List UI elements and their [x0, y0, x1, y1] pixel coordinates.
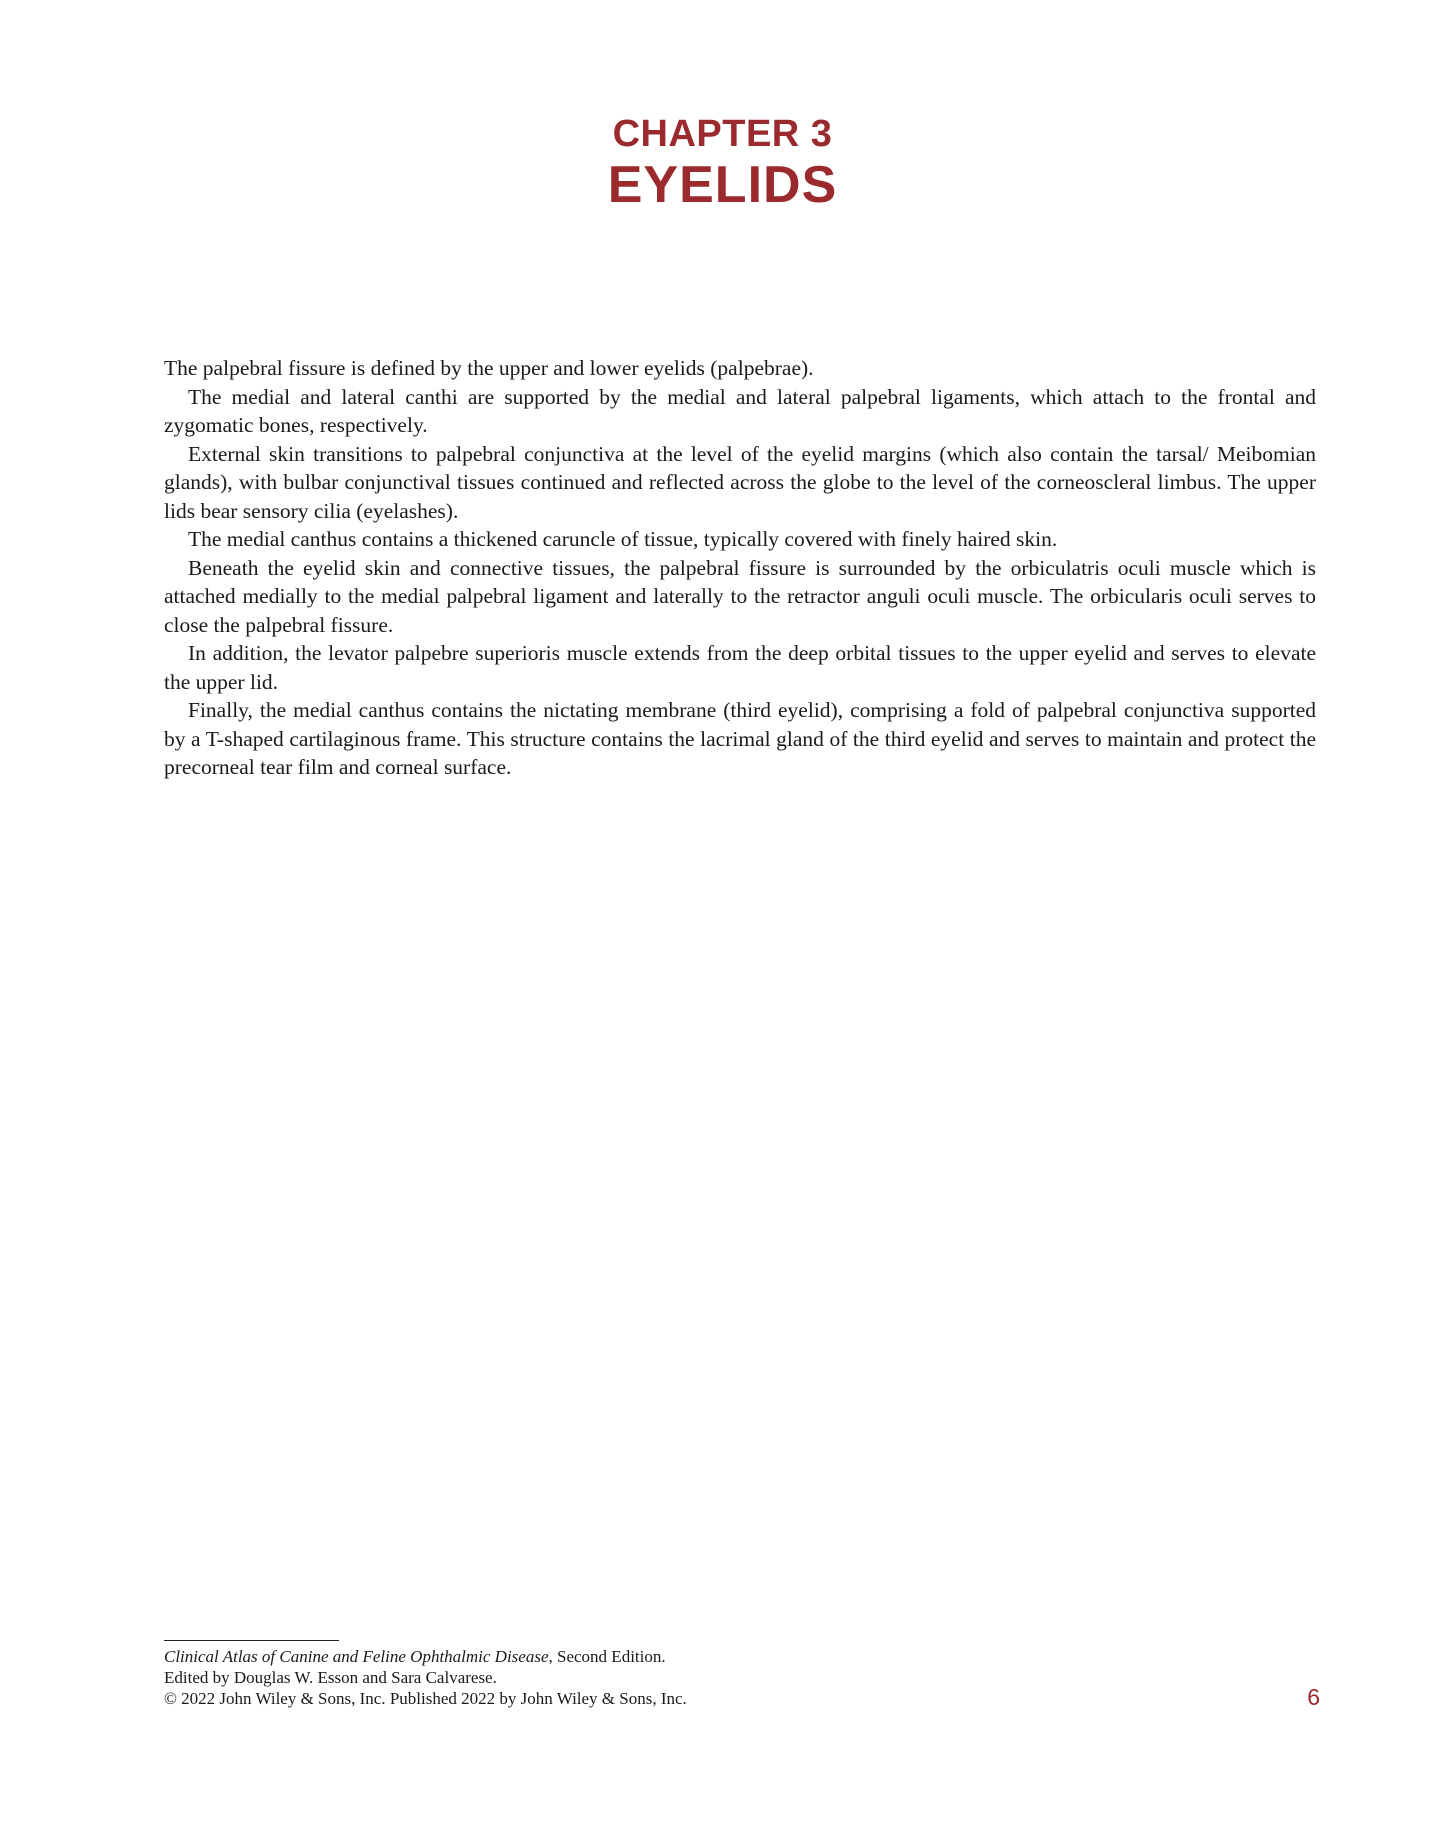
chapter-title: EYELIDS — [607, 156, 838, 214]
paragraph: External skin transitions to palpebral conjunctiva at the level of the eyelid margins (which also contain the tarsal/ Meibomian glands), with bulbar conjunctival tissues continued and reflected across the globe to the level of the corneoscleral limbus. The upper lids bear sensory cilia (eyelashes). — [164, 441, 1316, 523]
paragraph: In addition, the levator palpebre superioris muscle extends from the deep orbital tissues to the upper eyelid and serves to elevate the upper lid. — [164, 641, 1316, 694]
paragraph: The medial and lateral canthi are supported by the medial and lateral palpebral ligaments, which attach to the frontal and zygomatic bones, respectively. — [164, 384, 1316, 437]
footnote-editors: Edited by Douglas W. Esson and Sara Calvarese. — [164, 1668, 497, 1687]
paragraph: Beneath the eyelid skin and connective tissues, the palpebral fissure is surrounded by the orbiculatris oculi muscle which is attached medially to the medial palpebral ligament and laterally to the retractor anguli oculi muscle. The orbicularis oculi serves to close the palpebral fissure. — [164, 555, 1316, 637]
chapter-label: CHAPTER 3 — [612, 113, 833, 155]
footnote-divider — [164, 1640, 339, 1641]
paragraph: The medial canthus contains a thickened caruncle of tissue, typically covered with finely haired skin. — [188, 527, 1058, 551]
footnote-citation-line — [164, 1646, 1064, 1667]
book-edition: , Second Edition. — [548, 1647, 666, 1666]
paragraph: The palpebral fissure is defined by the upper and lower eyelids (palpebrae). — [164, 356, 814, 380]
footnote — [164, 1646, 1064, 1709]
book-title: Clinical Atlas of Canine and Feline Ophthalmic Disease — [164, 1647, 549, 1666]
body-text — [164, 354, 1316, 782]
chapter-heading — [0, 112, 1445, 214]
paragraph: Finally, the medial canthus contains the nictating membrane (third eyelid), comprising a fold of palpebral conjunctiva supported by a T-shaped cartilaginous frame. This structure contains the lacrimal gland of the third eyelid and serves to maintain and protect the precorneal tear film and corneal surface. — [164, 698, 1316, 779]
page-number: 6 — [1307, 1684, 1320, 1710]
footnote-copyright: © 2022 John Wiley & Sons, Inc. Published 2022 by John Wiley & Sons, Inc. — [164, 1689, 687, 1708]
